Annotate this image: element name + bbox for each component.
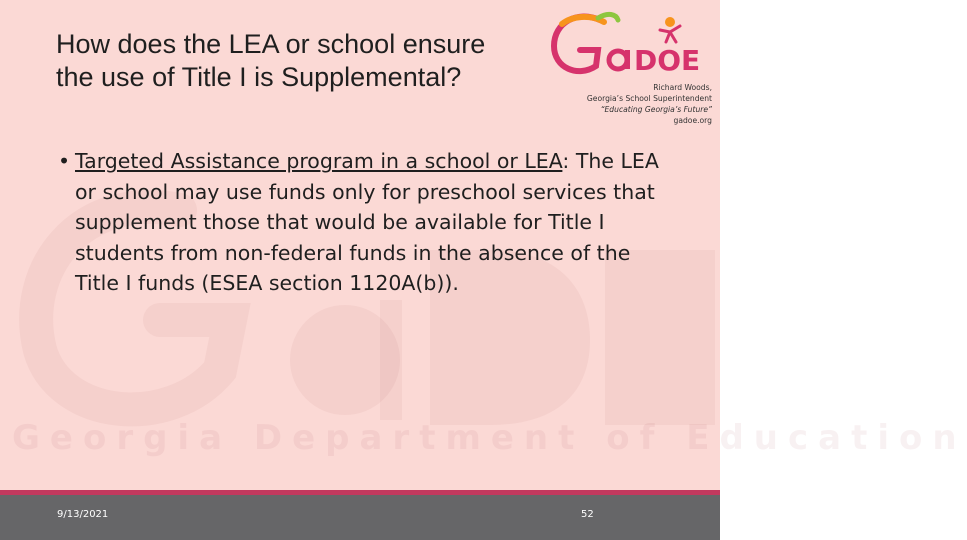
bullet-colon: : (562, 149, 570, 173)
footer-date: 9/13/2021 (57, 509, 109, 520)
gadoe-logo (548, 8, 714, 80)
svg-text:DOE: DOE (634, 44, 701, 77)
superintendent-name: Richard Woods, (653, 83, 712, 92)
watermark-logo-text: GaDOE (480, 400, 484, 401)
slide-title: How does the LEA or school ensure the use of Title I is Supplemental? (56, 29, 486, 92)
slide-body (58, 146, 678, 299)
superintendent-site: gadoe.org (673, 116, 712, 125)
bullet-text: The LEA or school may use funds only for preschool services that supplement those that would be available for Title I students from non-federal funds in the absence of the Title I funds (ESEA section 1120A(b)). (75, 149, 659, 295)
page-number: 52 (581, 509, 594, 520)
bullet-item (58, 146, 678, 299)
bullet-lead: Targeted Assistance program in a school or LEA (75, 149, 563, 173)
watermark-text: Georgia Department of Education (12, 418, 967, 458)
superintendent-title: Georgia’s School Superintendent (586, 94, 712, 103)
superintendent-motto: “Educating Georgia’s Future” (600, 105, 712, 114)
bullet-marker: • (58, 149, 71, 173)
superintendent-info (587, 82, 712, 126)
